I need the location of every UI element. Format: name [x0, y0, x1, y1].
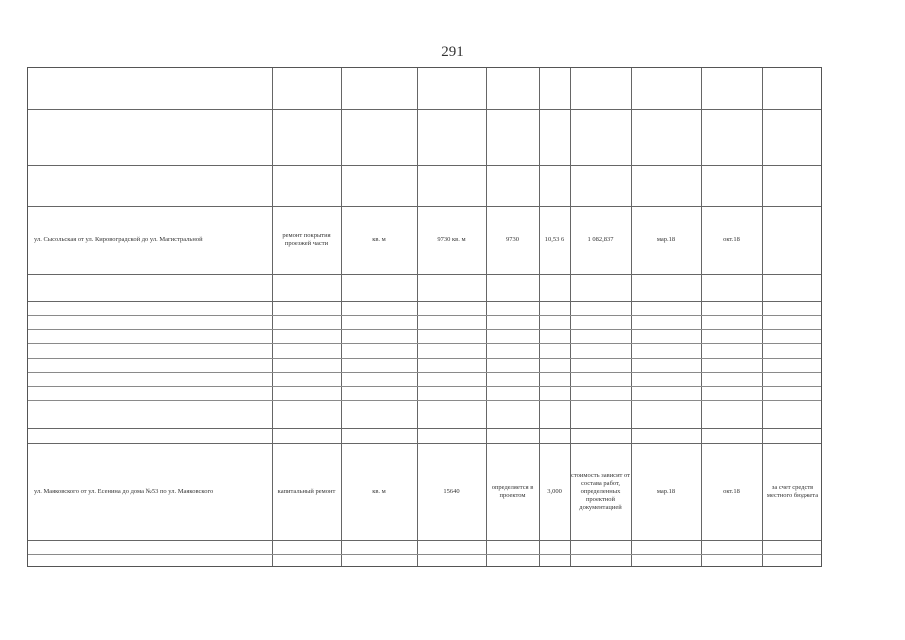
street-name-cell: ул. Сысольская от ул. Кировоградской до ул. Магистральной [34, 236, 203, 243]
unit-cell: кв. м [372, 487, 386, 495]
row-divider [28, 358, 821, 359]
length-cell: 3,000 [547, 487, 562, 495]
cost-cell: 1 082,837 [587, 236, 614, 243]
street-name-cell: ул. Маяковского от ул. Есенина до дома №53 по ул. Маяковского [34, 487, 214, 495]
row-divider [28, 554, 821, 555]
row-divider [28, 400, 821, 401]
end-date-cell: окт.18 [723, 487, 740, 495]
length-cell: 10,53 6 [544, 236, 565, 243]
cost-basis-cell: 9730 [506, 236, 519, 243]
works-table [27, 67, 822, 567]
row-divider [28, 301, 821, 302]
row-divider [28, 540, 821, 541]
row-divider [28, 109, 821, 110]
end-date-cell: окт.18 [723, 236, 740, 243]
row-divider [28, 165, 821, 166]
row-divider [28, 386, 821, 387]
funding-source-cell [762, 206, 823, 274]
row-divider [28, 372, 821, 373]
funding-source-cell: за счет средств местного бюджета [766, 483, 819, 499]
work-type-cell: капитальный ремонт [277, 487, 336, 495]
row-divider [28, 343, 821, 344]
volume-cell: 15640 [443, 487, 460, 495]
row-divider [28, 329, 821, 330]
unit-cell: кв. м [372, 236, 386, 243]
cost-basis-cell: определяется в проектом [491, 483, 534, 499]
start-date-cell: мар.18 [656, 236, 676, 243]
cost-cell: стоимость зависит от состава работ, определенных проектной документацией [570, 471, 631, 511]
row-divider [28, 274, 821, 275]
work-type-cell: ремонт покрытия проезжей части [282, 232, 331, 247]
row-divider [28, 315, 821, 316]
page-number: 291 [441, 44, 464, 60]
volume-cell: 9730 кв. м [437, 236, 466, 243]
row-divider [28, 428, 821, 429]
start-date-cell: мар.18 [656, 487, 676, 495]
